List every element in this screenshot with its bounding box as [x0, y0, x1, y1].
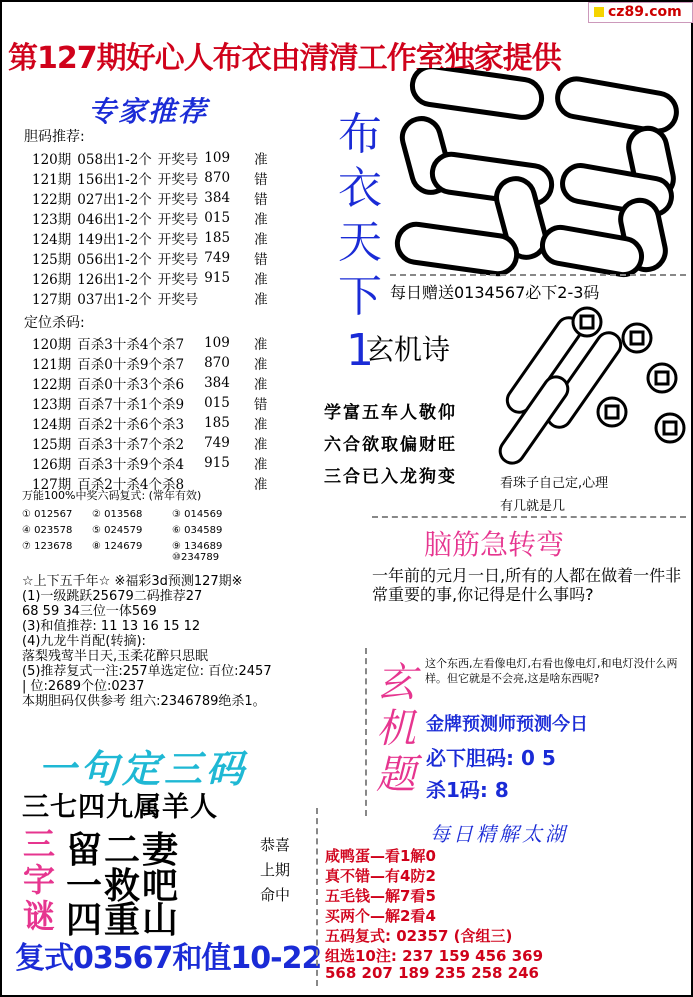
dan-cell: 870 [204, 170, 231, 186]
divider [372, 516, 686, 518]
dan-cell: 错 [254, 192, 268, 208]
pos-cell: 015 [204, 395, 230, 411]
dan-cell: 124期 [32, 232, 72, 248]
coin-hole-2 [631, 332, 643, 344]
xj-char: 玄 [376, 660, 416, 706]
pos-cell: 百杀7十杀1个杀9 [77, 397, 185, 413]
pill-bot-1 [395, 222, 519, 276]
dan-cell: 准 [254, 272, 268, 288]
fushi-banner: 复式03567和值10-22 [15, 941, 322, 976]
vt-char: 布 [338, 109, 382, 160]
taihu-title: 每日精解太湖 [430, 822, 568, 846]
pos-label: 定位杀码: [24, 315, 85, 331]
poem-title: 玄机诗 [366, 333, 451, 366]
xj-char: 机 [376, 706, 416, 752]
dan-cell: 125期 [32, 252, 72, 268]
dan-cell: 123期 [32, 212, 72, 228]
pos-cell: 准 [253, 457, 268, 473]
dan-row [32, 188, 274, 208]
pos-row [32, 333, 273, 353]
pos-row [32, 453, 273, 473]
xuanji-title [372, 660, 420, 798]
misc-line: 本期胆码仅供参考 组六:2346789绝杀1。 [22, 694, 266, 709]
bead-note-2: 有几就是几 [500, 499, 566, 514]
misc-line: ☆上下五千年☆ ※福彩3d预测127期※ [22, 574, 243, 589]
dan-cell: 027出1-2个 [77, 192, 152, 208]
dan-cell: 121期 [32, 172, 72, 188]
dan-cell: 058出1-2个 [77, 152, 152, 168]
misc-line: (1)一级跳跃25679二码推荐27 [22, 589, 203, 604]
dan-cell: 127期 [32, 292, 72, 308]
dan-cell [204, 288, 236, 308]
pos-cell: 百杀0十杀3个杀6 [77, 377, 185, 393]
vt-char: 天 [338, 217, 382, 268]
wan-item: ③ 014569 [172, 509, 223, 520]
dan-row [32, 228, 274, 248]
dan-cell: 185 [204, 230, 231, 246]
pos-cell: 749 [204, 435, 230, 451]
pos-cell: 121期 [32, 357, 72, 373]
xuanji-riddle: 这个东西,左看像电灯,右看也像电灯,和电灯没什么两样。但它就是不会亮,这是啥东西呢? [425, 657, 678, 685]
dan-cell: 错 [254, 172, 268, 188]
dan-cell: 915 [204, 270, 231, 286]
misc-lines [22, 574, 272, 709]
banner-zodiac: 三七四九属羊人 [22, 792, 218, 823]
pos-cell: 915 [204, 455, 230, 471]
congrats-3: 命中 [260, 886, 291, 904]
taihu-line-4: 买两个—解2看4 [325, 907, 436, 925]
divider [365, 648, 367, 816]
pos-row [32, 433, 273, 453]
wan-item: ⑨ 134689 ⑩234789 [172, 541, 223, 563]
expert-section-title: 专家推荐 [88, 95, 209, 128]
pred-dan: 必下胆码: 0 5 [426, 746, 556, 770]
misc-line: | 位:2689个位:0237 [22, 679, 145, 694]
dan-cell: 开奖号 [157, 252, 199, 268]
bead-note-1: 看珠子自己定,心理 [500, 476, 609, 491]
dan-cell: 156出1-2个 [77, 172, 152, 188]
taihu-line-5: 五码复式: 02357 (含组三) [325, 927, 513, 945]
pos-cell: 百杀0十杀9个杀7 [77, 357, 185, 373]
wan-box [22, 487, 342, 569]
dan-cell: 开奖号 [157, 292, 199, 308]
brain-teaser-text: 一年前的元月一日,所有的人都在做着一件非常重要的事,你记得是什么事吗? [372, 566, 682, 604]
pos-cell: 127期 [32, 477, 72, 493]
coin-hole-1 [581, 316, 593, 328]
pos-cell: 百杀3十杀7个杀2 [77, 437, 185, 453]
dan-row [32, 248, 274, 268]
wan-item: ⑥ 034589 [172, 525, 223, 536]
dan-cell: 046出1-2个 [77, 212, 152, 228]
wan-title: 万能100%中奖六码复式: (常年有效) [22, 489, 202, 502]
pos-cell: 384 [204, 375, 230, 391]
dan-row [32, 208, 274, 228]
coin-hole-5 [664, 422, 676, 434]
dan-row [32, 268, 274, 288]
pos-cell: 126期 [32, 457, 72, 473]
dan-cell: 126出1-2个 [77, 272, 152, 288]
pos-cell: 123期 [32, 397, 72, 413]
vt-char: 下 [338, 271, 382, 322]
pos-cell: 120期 [32, 337, 72, 353]
taihu-line-6: 组选10注: 237 159 456 369 [325, 947, 544, 965]
divider [390, 274, 686, 276]
vt-char: 1 [346, 325, 374, 376]
taihu-line-2: 真不错—有4防2 [325, 867, 436, 885]
divider [316, 808, 318, 986]
dan-cell: 149出1-2个 [77, 232, 152, 248]
pos-cell: 185 [204, 415, 230, 431]
pos-cell: 准 [253, 357, 268, 373]
wan-item: ② 013568 [92, 509, 143, 520]
pos-cell: 124期 [32, 417, 72, 433]
dan-cell: 122期 [32, 192, 72, 208]
dan-cell: 准 [254, 152, 268, 168]
congrats-2: 上期 [260, 861, 291, 879]
coin-hole-4 [606, 406, 618, 418]
pred-title: 金牌预测师预测今日 [426, 714, 588, 735]
taihu-line-1: 咸鸭蛋—看1解0 [325, 847, 436, 865]
pos-row [32, 373, 273, 393]
misc-line: (3)和值推荐: 11 13 16 15 12 [22, 619, 201, 634]
congrats-1: 恭喜 [260, 836, 291, 854]
pill-number-graphic [392, 68, 687, 278]
banner-one-sentence: 一句定三码 [38, 747, 249, 791]
wan-item: ⑤ 024579 [92, 525, 143, 536]
wan-item: ① 012567 [22, 509, 73, 520]
brain-teaser-title: 脑筋急转弯 [424, 528, 565, 561]
pos-cell: 百杀2十杀6个杀3 [77, 417, 185, 433]
main-title: 第127期好心人布衣由清清工作室独家提供 [8, 41, 561, 76]
pos-table [32, 333, 273, 493]
pos-cell: 百杀3十杀9个杀4 [77, 457, 185, 473]
taihu-line-3: 五毛钱—解7看5 [325, 887, 436, 905]
logo-square-icon [594, 7, 604, 17]
wan-item: ④ 023578 [22, 525, 73, 536]
phrase-3: 四重山 [66, 900, 181, 941]
dan-cell: 015 [204, 210, 231, 226]
poem-line-3: 三合已入龙狗变 [324, 467, 457, 487]
misc-line: 落梨残莺半日天,玉柔花醉只思眠 [22, 649, 209, 664]
bead-coins-graphic [492, 300, 687, 480]
dan-cell: 749 [204, 250, 231, 266]
pill-top-1 [410, 68, 544, 120]
dan-cell: 384 [204, 190, 231, 206]
dan-cell: 准 [254, 232, 268, 248]
daily-gift: 每日赠送0134567必下2-3码 [390, 283, 600, 302]
dan-row [32, 148, 274, 168]
pos-cell: 准 [253, 477, 268, 493]
dan-cell: 开奖号 [157, 232, 199, 248]
misc-line: (4)九龙牛肖配(转摘): [22, 634, 146, 649]
watermark-text: cz89.com [608, 4, 682, 20]
xj-char: 题 [376, 752, 416, 798]
poem-line-1: 学富五车人敬仰 [324, 403, 457, 423]
pos-cell: 准 [253, 417, 268, 433]
dan-cell: 准 [254, 292, 268, 308]
vt-char: 衣 [338, 163, 382, 214]
dan-row [32, 168, 274, 188]
dan-cell: 准 [254, 212, 268, 228]
dan-label: 胆码推荐: [24, 129, 85, 145]
dan-cell: 开奖号 [157, 172, 199, 188]
pos-cell: 准 [253, 337, 268, 353]
misc-line: (5)推荐复式一注:257单选定位: 百位:2457 [22, 664, 272, 679]
dan-cell: 开奖号 [157, 152, 199, 168]
pos-row [32, 393, 273, 413]
congrats-box [260, 833, 290, 908]
dan-cell: 开奖号 [157, 192, 199, 208]
word-char: 字 [22, 861, 55, 899]
phrase-2: 一救吧 [66, 866, 181, 907]
dan-cell: 开奖号 [157, 212, 199, 228]
dan-table [32, 148, 274, 308]
site-watermark[interactable] [588, 2, 693, 23]
pos-cell: 错 [253, 397, 268, 413]
pos-cell: 准 [253, 377, 268, 393]
dan-cell: 120期 [32, 152, 72, 168]
pos-cell: 122期 [32, 377, 72, 393]
pos-row [32, 353, 273, 373]
dan-cell: 109 [204, 150, 231, 166]
coin-hole-3 [656, 372, 668, 384]
dan-cell: 056出1-2个 [77, 252, 152, 268]
pos-row [32, 413, 273, 433]
wan-item: ⑧ 124679 [92, 541, 143, 552]
pill-top-2 [555, 76, 680, 134]
pos-cell: 870 [204, 355, 230, 371]
poem-line-2: 六合欲取偏财旺 [324, 435, 457, 455]
taihu-last-line: 568 207 189 235 258 246 [325, 964, 539, 982]
pos-cell: 准 [253, 437, 268, 453]
three-char: 三 [22, 825, 55, 863]
three-word-riddle-label [18, 826, 60, 934]
pos-cell: 109 [204, 335, 230, 351]
dan-cell: 开奖号 [157, 272, 199, 288]
pos-cell: 125期 [32, 437, 72, 453]
misc-line: 68 59 34三位一体569 [22, 604, 157, 619]
pos-cell: 百杀2十杀4个杀8 [77, 477, 185, 493]
dan-row [32, 288, 274, 308]
dan-cell: 126期 [32, 272, 72, 288]
dan-cell: 037出1-2个 [77, 292, 152, 308]
phrase-1: 留二妻 [66, 830, 181, 871]
wan-grid [22, 509, 342, 563]
riddle-char: 谜 [22, 897, 55, 935]
pos-cell: 百杀3十杀4个杀7 [77, 337, 185, 353]
pred-kill: 杀1码: 8 [426, 778, 509, 802]
wan-item: ⑦ 123678 [22, 541, 73, 552]
dan-cell: 错 [254, 252, 268, 268]
